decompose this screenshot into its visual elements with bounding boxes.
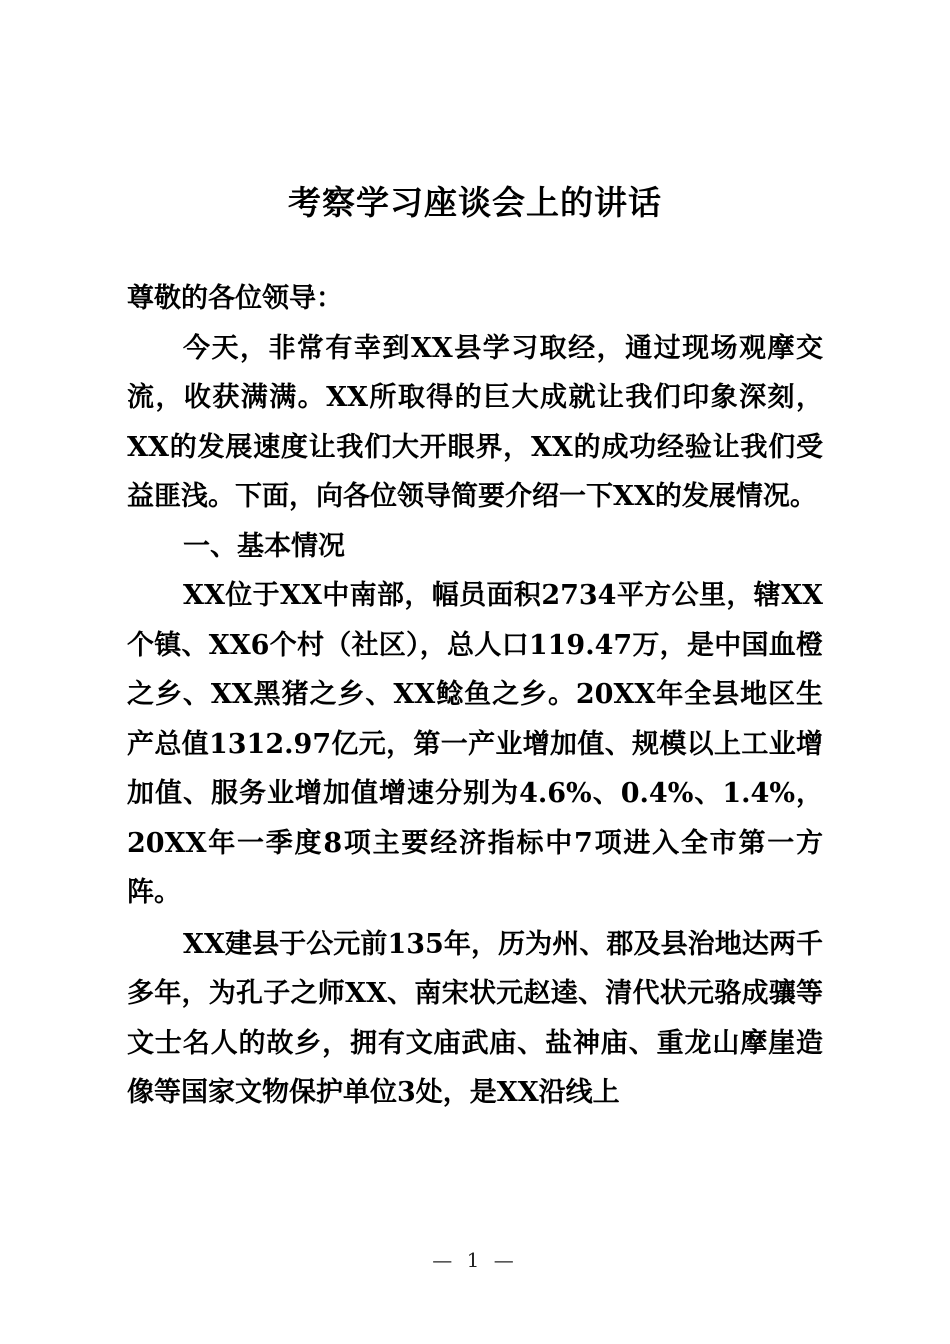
salutation: 尊敬的各位领导： <box>127 283 343 314</box>
section-heading: 一、基本情况 <box>183 530 345 562</box>
section-paragraph-1: XX位于XX中南部，幅员面积2734平方公里，辖XX个镇、XX6个村（社区），总人口119.47万，是中国血橙之乡、XX黑猪之乡、XX鲶鱼之乡。20XX年全县地区生产总值1312.97亿元，第一产业增加值、规模以上工业增加值、服务业增加值增速分别为4.6%、0.4%、1.4%，20XX年一季度8项主要经济指标中7项进入全市第一方阵。 <box>127 580 823 908</box>
section-paragraph-2: XX建县于公元前135年，历为州、郡及县治地达两千多年，为孔子之师XX、南宋状元赵逵、清代状元骆成骧等文士名人的故乡，拥有文庙武庙、盐神庙、重龙山摩崖造像等国家文物保护单位3处，是XX沿线上 <box>127 928 823 1108</box>
document-body <box>127 274 823 1118</box>
intro-paragraph: 今天，非常有幸到XX县学习取经，通过现场观摩交流，收获满满。XX所取得的巨大成就让我们印象深刻，XX的发展速度让我们大开眼界，XX的成功经验让我们受益匪浅。下面，向各位领导简要介绍一下XX的发展情况。 <box>127 332 823 512</box>
document-title: 考察学习座谈会上的讲话 <box>288 183 662 222</box>
page-number: — 1 — <box>432 1248 518 1272</box>
